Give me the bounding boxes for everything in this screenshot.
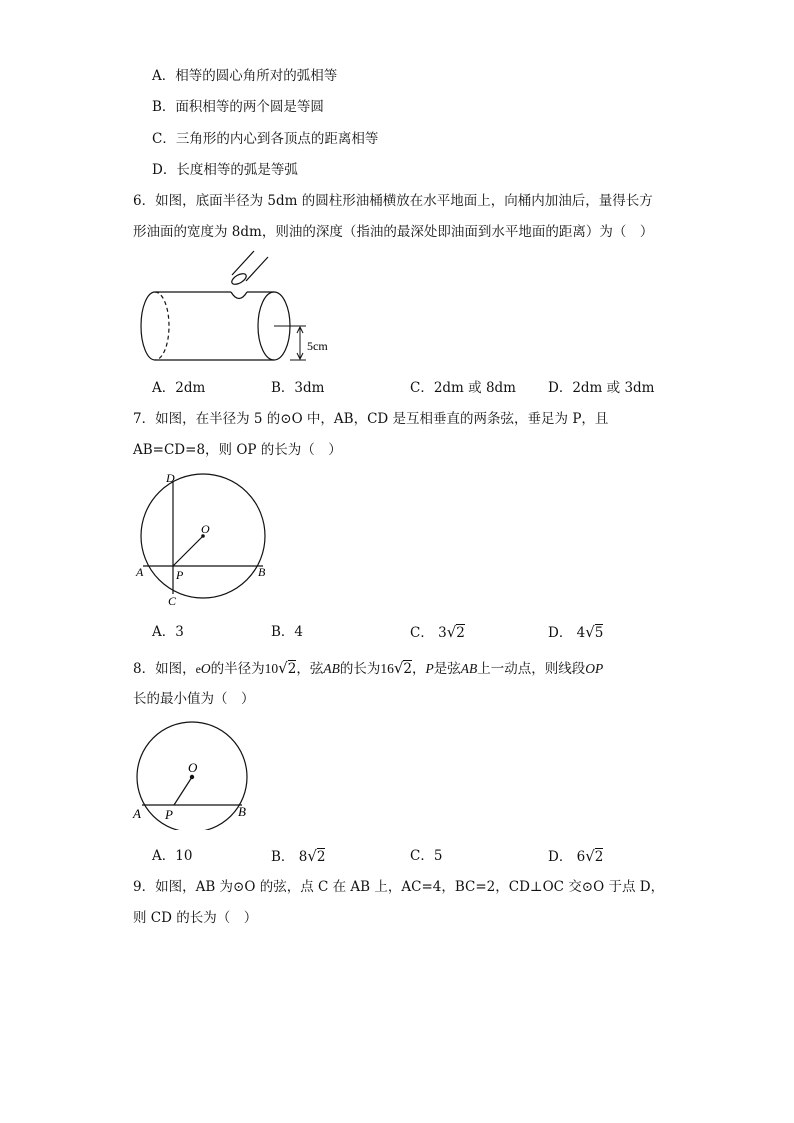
sqrt-icon: √ <box>393 659 404 677</box>
q8-option-d-coef: 6 <box>576 849 586 865</box>
q8-chord-ab-2: AB <box>460 661 478 676</box>
q6-stem-line2: 形油面的宽度为 8dm，则油的深度（指油的最深处即油面到水平地面的距离）为（ ） <box>133 224 654 240</box>
q5-option-c: C．三角形的内心到各顶点的距离相等 <box>152 131 379 147</box>
q8-radius-coef: 10 <box>264 661 279 676</box>
q6-option-a: A．2dm <box>152 380 206 396</box>
q8-text-pre: 8．如图， <box>133 661 196 677</box>
q8-option-b-coef: 8 <box>298 849 308 865</box>
q8-point-p: P <box>425 661 434 676</box>
q7-label-c: C <box>168 594 177 608</box>
q7-option-c <box>410 623 465 642</box>
q7-label-o: O <box>201 522 210 536</box>
q8-chord-ab: AB <box>323 661 340 676</box>
q7-option-c-coef: 3 <box>438 625 447 641</box>
q8-option-d-letter: D． <box>548 849 573 865</box>
q8-option-b-letter: B． <box>271 849 295 865</box>
q8-stem-line1 <box>133 659 603 678</box>
sqrt-icon: √ <box>278 659 288 677</box>
q8-option-d-radicand: 2 <box>594 849 604 865</box>
q5-option-a: A．相等的圆心角所对的弧相等 <box>152 68 338 84</box>
sqrt-icon: √ <box>446 623 457 641</box>
q7-label-a: A <box>136 565 144 579</box>
q8-text-mid4: ， <box>411 661 426 677</box>
q8-option-c: C．5 <box>410 848 443 864</box>
q8-circle-figure <box>130 715 260 830</box>
q8-option-a: A．10 <box>152 848 193 864</box>
q6-option-d: D．2dm 或 3dm <box>548 380 655 396</box>
q7-stem-line1: 7．如图，在半径为 5 的⊙O 中，AB，CD 是互相垂直的两条弦，垂足为 P，且 <box>133 411 609 427</box>
q9-stem-line1: 9．如图，AB 为⊙O 的弦，点 C 在 AB 上，AC=4，BC=2，CD⊥OC 交⊙O 于点 D， <box>133 879 665 895</box>
q7-label-d: D <box>166 471 175 485</box>
q8-length-coef: 16 <box>380 661 394 676</box>
q8-label-p: P <box>165 807 173 822</box>
q8-text-mid2: ，弦 <box>296 661 324 677</box>
q8-segment-op: OP <box>585 661 604 676</box>
q8-option-b <box>271 847 325 866</box>
q7-option-c-letter: C． <box>410 625 434 641</box>
q6-option-b: B．3dm <box>271 380 325 396</box>
q7-label-p: P <box>176 568 184 582</box>
q7-circle-figure <box>130 468 280 613</box>
q8-label-a: A <box>133 806 141 821</box>
q8-option-d <box>548 847 603 866</box>
q8-text-mid5: 是弦 <box>433 661 461 677</box>
q8-stem-line2: 长的最小值为（ ） <box>133 691 255 707</box>
q8-label-o: O <box>188 760 198 775</box>
q8-text-mid1: 的半径为 <box>210 661 265 677</box>
q7-label-b: B <box>258 565 266 579</box>
q6-stem-line1: 6．如图，底面半径为 5dm 的圆柱形油桶横放在水平地面上，向桶内加油后，量得长方 <box>133 193 653 209</box>
q5-option-d: D．长度相等的弧是等弧 <box>152 162 298 178</box>
q8-circle-letter: O <box>200 661 211 676</box>
q7-option-d-coef: 4 <box>576 625 586 641</box>
q6-option-c: C．2dm 或 8dm <box>410 380 516 396</box>
q7-option-b: B．4 <box>271 624 304 640</box>
circle-symbol-icon: e <box>195 662 201 676</box>
q6-cylinder-figure <box>130 245 360 370</box>
q7-option-c-radicand: 2 <box>456 625 465 641</box>
sqrt-icon: √ <box>585 623 595 641</box>
q7-option-a: A．3 <box>152 624 184 640</box>
q8-option-b-radicand: 2 <box>316 849 326 865</box>
q7-option-d-radicand: 5 <box>594 625 604 641</box>
q7-option-d <box>548 623 603 642</box>
q8-label-b: B <box>238 804 246 819</box>
q8-radius-radicand: 2 <box>287 661 297 677</box>
q8-length-radicand: 2 <box>403 661 412 677</box>
q9-stem-line2: 则 CD 的长为（ ） <box>133 910 258 926</box>
q7-option-d-letter: D． <box>548 625 573 641</box>
sqrt-icon: √ <box>585 847 595 865</box>
q8-text-mid6: 上一动点，则线段 <box>477 661 586 677</box>
sqrt-icon: √ <box>307 847 317 865</box>
q5-option-b: B．面积相等的两个圆是等圆 <box>152 99 324 115</box>
q6-figure-label: 5cm <box>307 339 328 353</box>
q8-text-mid3: 的长为 <box>339 661 381 677</box>
q7-stem-line2: AB=CD=8，则 OP 的长为（ ） <box>133 442 342 458</box>
